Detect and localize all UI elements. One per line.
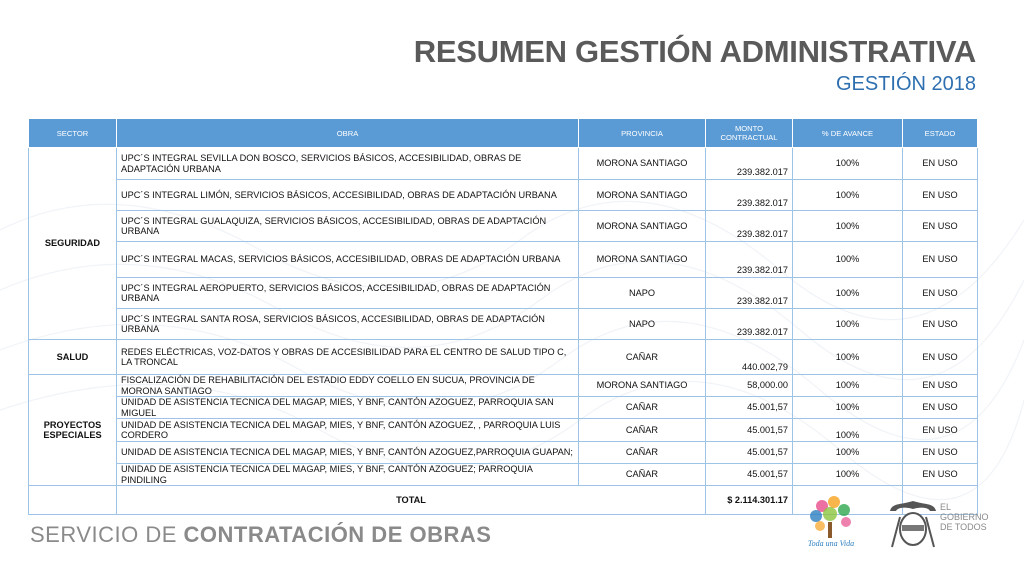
toda-una-vida-logo bbox=[800, 492, 862, 554]
estado-cell: EN USO bbox=[903, 464, 978, 486]
monto-cell: 239.382.017 bbox=[706, 242, 793, 278]
ecuador-coat-of-arms-logo bbox=[888, 497, 938, 553]
monto-cell: 239.382.017 bbox=[706, 148, 793, 180]
avance-cell: 100% bbox=[793, 340, 903, 375]
provincia-cell: CAÑAR bbox=[579, 464, 706, 486]
provincia-cell: MORONA SANTIAGO bbox=[579, 375, 706, 397]
sector-cell-seguridad: SEGURIDAD bbox=[29, 148, 117, 340]
col-header-obra: OBRA bbox=[117, 119, 579, 148]
total-value: $ 2.114.301.17 bbox=[706, 486, 793, 515]
monto-cell: 239.382.017 bbox=[706, 278, 793, 309]
estado-cell: EN USO bbox=[903, 419, 978, 442]
total-label: TOTAL bbox=[117, 486, 706, 515]
table-row bbox=[29, 397, 978, 419]
table-row bbox=[29, 242, 978, 278]
avance-cell: 100% bbox=[793, 309, 903, 340]
summary-table bbox=[28, 118, 978, 515]
table-row bbox=[29, 309, 978, 340]
table-row bbox=[29, 278, 978, 309]
col-header-sector: SECTOR bbox=[29, 119, 117, 148]
gobierno-line2: GOBIERNO bbox=[940, 512, 989, 522]
obra-cell: UPC´S INTEGRAL LIMÓN, SERVICIOS BÁSICOS, ACCESIBILIDAD, OBRAS DE ADAPTACIÓN URBANA bbox=[117, 180, 579, 211]
monto-cell: 440.002,79 bbox=[706, 340, 793, 375]
monto-cell: 45.001,57 bbox=[706, 464, 793, 486]
avance-cell: 100% bbox=[793, 242, 903, 278]
estado-cell: EN USO bbox=[903, 397, 978, 419]
provincia-cell: CAÑAR bbox=[579, 340, 706, 375]
avance-cell: 100% bbox=[793, 278, 903, 309]
table-row bbox=[29, 148, 978, 180]
provincia-cell: CAÑAR bbox=[579, 442, 706, 464]
table-row bbox=[29, 340, 978, 375]
col-header-monto: MONTO CONTRACTUAL bbox=[706, 119, 793, 148]
gobierno-line3: DE TODOS bbox=[940, 522, 987, 532]
logo-vida-text: Toda una Vida bbox=[807, 539, 855, 548]
provincia-cell: MORONA SANTIAGO bbox=[579, 211, 706, 242]
table-row bbox=[29, 180, 978, 211]
estado-cell: EN USO bbox=[903, 375, 978, 397]
estado-cell: EN USO bbox=[903, 309, 978, 340]
provincia-cell: NAPO bbox=[579, 278, 706, 309]
obra-cell: FISCALIZACIÓN DE REHABILITACIÓN DEL ESTADIO EDDY COELLO EN SUCUA, PROVINCIA DE MORONA SANTIAGO bbox=[117, 375, 579, 397]
table-row bbox=[29, 442, 978, 464]
sector-cell-salud: SALUD bbox=[29, 340, 117, 375]
provincia-cell: MORONA SANTIAGO bbox=[579, 148, 706, 180]
obra-cell: REDES ELÉCTRICAS, VOZ-DATOS Y OBRAS DE ACCESIBILIDAD PARA EL CENTRO DE SALUD TIPO C, LA TRONCAL bbox=[117, 340, 579, 375]
provincia-cell: MORONA SANTIAGO bbox=[579, 242, 706, 278]
sector-cell-proyectos-especiales: PROYECTOS ESPECIALES bbox=[29, 375, 117, 486]
provincia-cell: NAPO bbox=[579, 309, 706, 340]
obra-cell: UNIDAD DE ASISTENCIA TECNICA DEL MAGAP, MIES, Y BNF, CANTÓN AZOGUEZ, PARROQUIA SAN MIGUEL bbox=[117, 397, 579, 419]
col-header-avance: % DE AVANCE bbox=[793, 119, 903, 148]
avance-cell: 100% bbox=[793, 464, 903, 486]
table-row bbox=[29, 211, 978, 242]
provincia-cell: CAÑAR bbox=[579, 419, 706, 442]
obra-cell: UNIDAD DE ASISTENCIA TECNICA DEL MAGAP, MIES, Y BNF, CANTÓN AZOGUEZ,PARROQUIA GUAPAN; bbox=[117, 442, 579, 464]
table-row bbox=[29, 464, 978, 486]
monto-cell: 239.382.017 bbox=[706, 309, 793, 340]
org-name-prefix: SERVICIO DE bbox=[30, 522, 184, 547]
monto-cell: 239.382.017 bbox=[706, 211, 793, 242]
obra-cell: UPC´S INTEGRAL SANTA ROSA, SERVICIOS BÁSICOS, ACCESIBILIDAD, OBRAS DE ADAPTACIÓN URBANA bbox=[117, 309, 579, 340]
col-header-provincia: PROVINCIA bbox=[579, 119, 706, 148]
table-row bbox=[29, 419, 978, 442]
obra-cell: UPC´S INTEGRAL SEVILLA DON BOSCO, SERVICIOS BÁSICOS, ACCESIBILIDAD, OBRAS DE ADAPTACIÓN URBANA bbox=[117, 148, 579, 180]
provincia-cell: CAÑAR bbox=[579, 397, 706, 419]
estado-cell: EN USO bbox=[903, 278, 978, 309]
obra-cell: UPC´S INTEGRAL MACAS, SERVICIOS BÁSICOS, ACCESIBILIDAD, OBRAS DE ADAPTACIÓN URBANA bbox=[117, 242, 579, 278]
avance-cell: 100% bbox=[793, 148, 903, 180]
obra-cell: UPC´S INTEGRAL AEROPUERTO, SERVICIOS BÁSICOS, ACCESIBILIDAD, OBRAS DE ADAPTACIÓN URBANA bbox=[117, 278, 579, 309]
estado-cell: EN USO bbox=[903, 340, 978, 375]
avance-cell: 100% bbox=[793, 397, 903, 419]
org-footer bbox=[30, 522, 491, 548]
monto-cell: 45.001,57 bbox=[706, 419, 793, 442]
obra-cell: UPC´S INTEGRAL GUALAQUIZA, SERVICIOS BÁSICOS, ACCESIBILIDAD, OBRAS DE ADAPTACIÓN URBANA bbox=[117, 211, 579, 242]
avance-cell: 100% bbox=[793, 180, 903, 211]
total-empty-cell bbox=[29, 486, 117, 515]
avance-cell: 100% bbox=[793, 442, 903, 464]
col-header-estado: ESTADO bbox=[903, 119, 978, 148]
provincia-cell: MORONA SANTIAGO bbox=[579, 180, 706, 211]
obra-cell: UNIDAD DE ASISTENCIA TECNICA DEL MAGAP, MIES, Y BNF, CANTÓN AZOGUEZ; PARROQUIA PINDILING bbox=[117, 464, 579, 486]
avance-cell: 100% bbox=[793, 419, 903, 442]
monto-cell: 239.382.017 bbox=[706, 180, 793, 211]
gobierno-de-todos-logo bbox=[940, 502, 1000, 532]
page-subtitle: GESTIÓN 2018 bbox=[835, 73, 976, 95]
monto-cell: 45.001,57 bbox=[706, 442, 793, 464]
table-header-row bbox=[29, 119, 978, 148]
estado-cell: EN USO bbox=[903, 180, 978, 211]
monto-cell: 45.001,57 bbox=[706, 397, 793, 419]
page-title: RESUMEN GESTIÓN ADMINISTRATIVA bbox=[413, 34, 976, 69]
monto-cell: 58,000.00 bbox=[706, 375, 793, 397]
obra-cell: UNIDAD DE ASISTENCIA TECNICA DEL MAGAP, MIES, Y BNF, CANTÓN AZOGUEZ, , PARROQUIA LUIS CORDERO bbox=[117, 419, 579, 442]
gobierno-line1: EL bbox=[940, 502, 952, 512]
avance-cell: 100% bbox=[793, 375, 903, 397]
table-row bbox=[29, 375, 978, 397]
estado-cell: EN USO bbox=[903, 442, 978, 464]
avance-cell: 100% bbox=[793, 211, 903, 242]
estado-cell: EN USO bbox=[903, 148, 978, 180]
estado-cell: EN USO bbox=[903, 242, 978, 278]
estado-cell: EN USO bbox=[903, 211, 978, 242]
org-name-bold: CONTRATACIÓN DE OBRAS bbox=[183, 522, 492, 547]
